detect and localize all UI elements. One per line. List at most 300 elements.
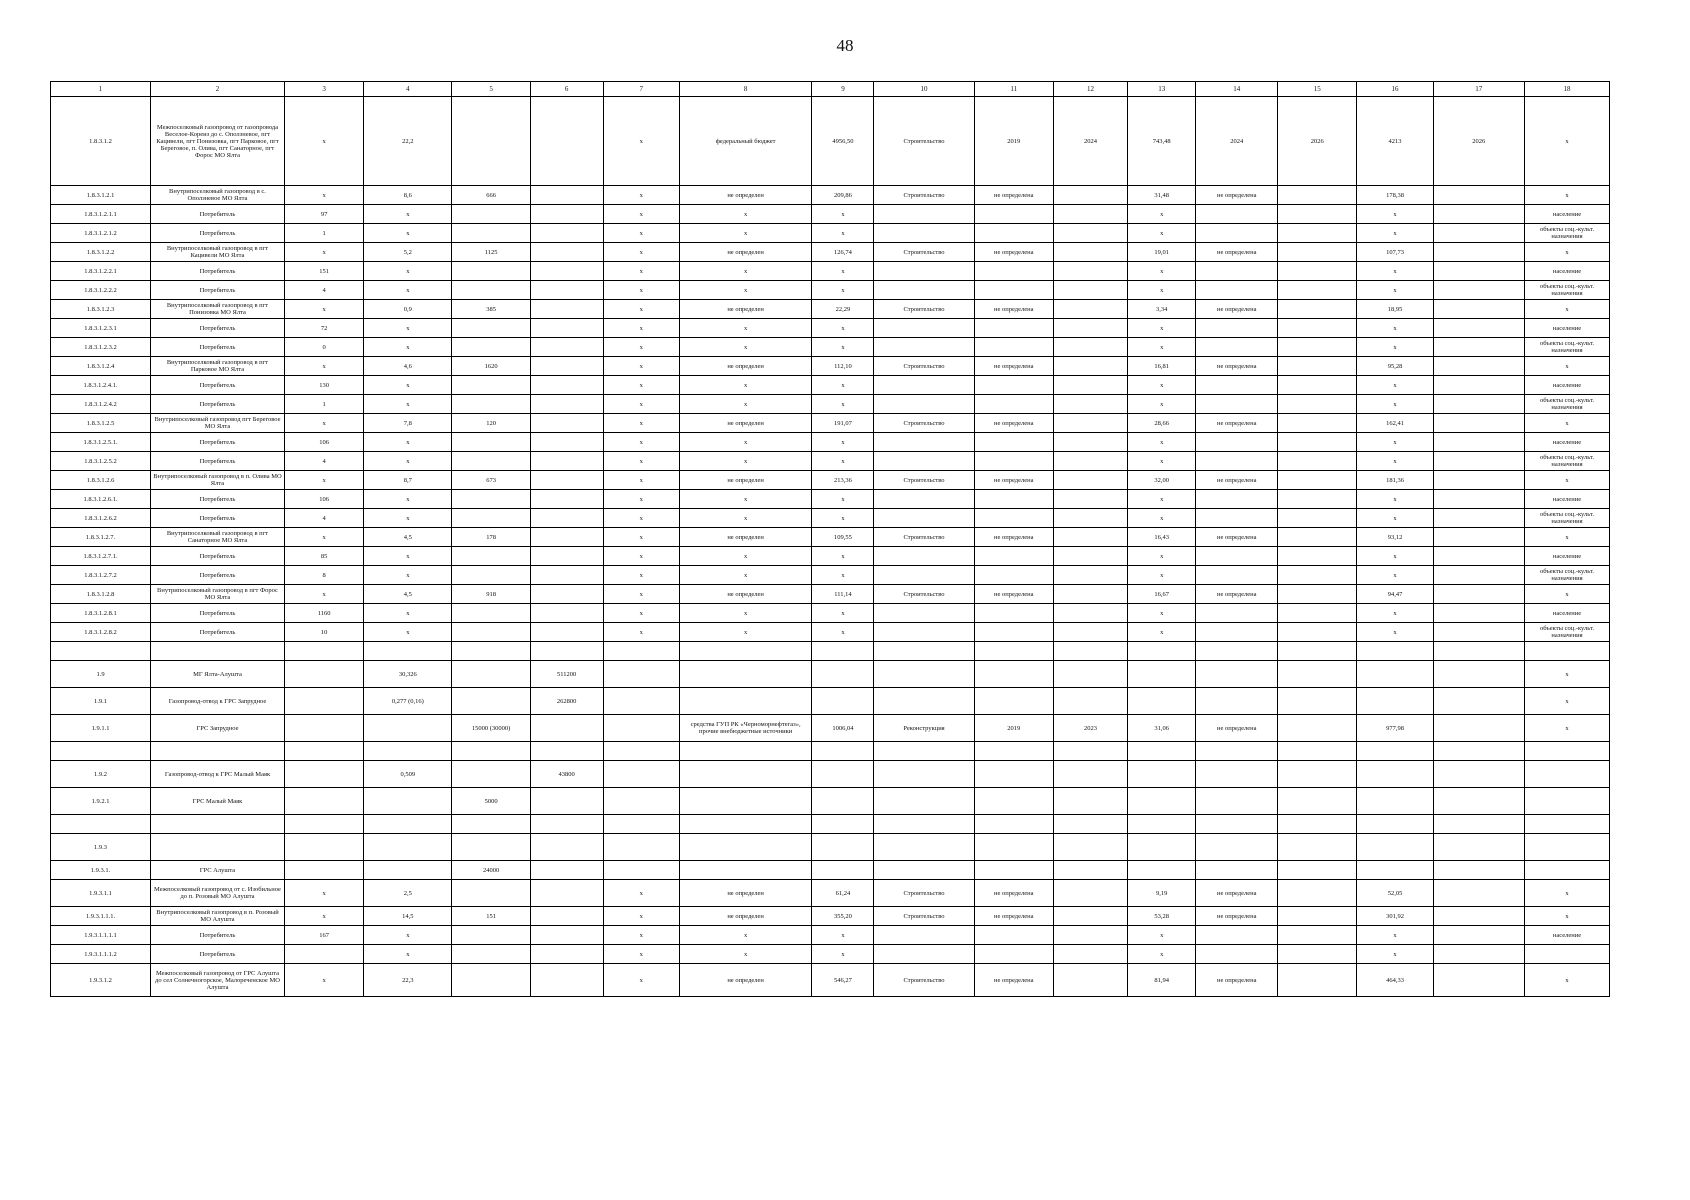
table-cell: 93,12 [1357,528,1433,547]
table-cell: х [679,395,812,414]
table-cell: х [364,281,452,300]
table-cell: не определена [1196,186,1278,205]
table-cell: Внутрипоселковый газопровод пгт Береговое МО Ялта [151,414,285,433]
table-row [51,319,1610,338]
table-cell [974,661,1053,688]
table-cell [151,815,285,834]
table-cell: х [812,281,874,300]
table-cell: 546,27 [812,964,874,997]
table-cell: 1.8.3.1.2.7.1. [51,547,151,566]
table-cell [530,566,603,585]
table-cell: х [812,604,874,623]
table-row [51,788,1610,815]
table-cell [1524,788,1609,815]
table-cell: х [364,945,452,964]
table-cell [679,815,812,834]
table-cell [530,376,603,395]
table-cell [1433,509,1524,528]
table-cell: 2019 [974,97,1053,186]
table-cell: 385 [452,300,530,319]
table-cell: х [364,262,452,281]
table-cell: х [679,262,812,281]
table-cell: х [1127,452,1196,471]
table-cell [364,861,452,880]
table-cell [1196,623,1278,642]
table-cell: 1620 [452,357,530,376]
table-cell: 666 [452,186,530,205]
table-cell [1433,262,1524,281]
table-cell [1053,357,1127,376]
table-cell [1357,761,1433,788]
table-cell: х [364,566,452,585]
table-cell [1433,357,1524,376]
table-cell [1196,788,1278,815]
table-cell [1053,926,1127,945]
table-cell: х [1127,926,1196,945]
table-cell [1196,547,1278,566]
table-cell: х [603,452,679,471]
table-cell [1196,815,1278,834]
table-cell: х [1357,604,1433,623]
table-cell [530,604,603,623]
table-cell: 0,277 (0,16) [364,688,452,715]
table-cell: 1.8.3.1.2.1 [51,186,151,205]
table-cell: не определен [679,243,812,262]
table-cell: не определен [679,414,812,433]
table-cell: х [364,623,452,642]
table-cell: х [603,395,679,414]
table-cell: 4,6 [364,357,452,376]
table-cell: х [1357,623,1433,642]
table-row [51,566,1610,585]
table-cell: х [812,490,874,509]
table-cell [364,742,452,761]
table-cell: х [812,395,874,414]
table-cell: х [1524,471,1609,490]
table-cell [1053,243,1127,262]
table-cell: х [1524,964,1609,997]
table-cell: Межпоселковый газопровод от газопровода Веселое-Кореиз до с. Оползневое, пгт Кацивели, пгт Понизовка, пгт Парковое, пгт Береговое, п. Олива, пгт Санаторное, пгт Форос МО Ялта [151,97,285,186]
table-cell [974,338,1053,357]
table-cell [530,547,603,566]
table-cell: х [1127,509,1196,528]
table-cell: х [603,97,679,186]
table-cell [1357,661,1433,688]
table-cell: х [1127,945,1196,964]
table-cell [974,861,1053,880]
table-cell: Строительство [874,300,974,319]
table-cell [452,761,530,788]
table-cell: 1.9.3.1. [51,861,151,880]
table-cell [874,433,974,452]
table-cell [1278,395,1357,414]
table-cell [874,262,974,281]
table-cell: 1.8.3.1.2.5.2 [51,452,151,471]
table-cell [1433,880,1524,907]
table-row [51,471,1610,490]
table-cell [874,319,974,338]
table-row [51,262,1610,281]
table-cell [1053,186,1127,205]
table-cell [1196,604,1278,623]
table-cell [874,788,974,815]
table-cell: х [603,528,679,547]
table-cell [530,224,603,243]
table-cell [530,433,603,452]
table-cell: 107,73 [1357,243,1433,262]
table-cell [603,788,679,815]
table-cell: 43800 [530,761,603,788]
column-number-cell: 6 [530,82,603,97]
table-cell: 31,48 [1127,186,1196,205]
table-cell [452,452,530,471]
table-cell [874,642,974,661]
table-cell: х [1357,945,1433,964]
table-cell: х [284,300,363,319]
table-cell: х [603,547,679,566]
table-cell [974,376,1053,395]
table-cell [1433,281,1524,300]
table-cell [1433,490,1524,509]
table-cell [974,262,1053,281]
table-cell: х [812,547,874,566]
table-cell: не определена [974,880,1053,907]
table-cell: Потребитель [151,338,285,357]
table-cell: не определена [974,471,1053,490]
table-cell: Строительство [874,243,974,262]
table-cell [812,834,874,861]
table-row [51,585,1610,604]
table-cell [1053,414,1127,433]
table-cell: 72 [284,319,363,338]
table-cell [51,642,151,661]
table-cell: х [603,300,679,319]
table-cell: х [603,964,679,997]
table-cell [974,604,1053,623]
table-cell [1053,964,1127,997]
table-cell: Потребитель [151,509,285,528]
table-cell: х [284,414,363,433]
table-cell [679,661,812,688]
table-cell [1524,642,1609,661]
table-cell: население [1524,490,1609,509]
table-cell [1053,642,1127,661]
table-cell: 94,47 [1357,585,1433,604]
table-row [51,357,1610,376]
table-cell [284,715,363,742]
table-cell: 1006,04 [812,715,874,742]
table-cell: 1.9.1 [51,688,151,715]
table-cell: объекты соц.-культ. назначения [1524,224,1609,243]
table-cell [1196,376,1278,395]
table-cell [1053,300,1127,319]
table-cell: х [603,604,679,623]
table-cell [1196,834,1278,861]
table-cell [1053,604,1127,623]
table-cell [530,642,603,661]
column-number-cell: 3 [284,82,363,97]
table-cell [1127,761,1196,788]
table-cell: х [812,452,874,471]
table-cell: 18,95 [1357,300,1433,319]
table-cell: Потребитель [151,926,285,945]
table-cell: х [1127,623,1196,642]
table-row [51,414,1610,433]
table-cell [1278,566,1357,585]
table-cell [1278,815,1357,834]
table-cell [679,742,812,761]
table-cell [364,788,452,815]
table-cell: х [284,907,363,926]
table-cell: х [284,186,363,205]
table-cell [1127,642,1196,661]
table-cell: х [679,452,812,471]
table-cell [1433,742,1524,761]
table-cell: 1.9.3.1.1.1.1 [51,926,151,945]
table-cell: х [812,623,874,642]
table-cell [530,471,603,490]
table-row [51,281,1610,300]
table-cell: х [364,205,452,224]
table-cell [1278,547,1357,566]
table-cell: Межпоселковый газопровод от с. Изобильное до п. Розовый МО Алушта [151,880,285,907]
table-cell: х [284,528,363,547]
table-cell: Потребитель [151,319,285,338]
table-cell [530,262,603,281]
table-cell [452,945,530,964]
table-cell: ГРС Алушта [151,861,285,880]
table-cell: х [364,433,452,452]
table-cell [1278,357,1357,376]
table-cell: 1.8.3.1.2.2.2 [51,281,151,300]
table-cell [874,376,974,395]
table-cell: х [812,224,874,243]
table-cell [1278,186,1357,205]
table-cell: х [812,566,874,585]
table-cell [284,661,363,688]
table-cell: население [1524,604,1609,623]
table-cell [1278,376,1357,395]
table-cell: 52,05 [1357,880,1433,907]
table-cell [364,834,452,861]
table-cell: 7,8 [364,414,452,433]
table-cell: Потребитель [151,205,285,224]
table-row [51,395,1610,414]
table-cell: 10 [284,623,363,642]
table-cell: х [1357,433,1433,452]
column-number-cell: 7 [603,82,679,97]
table-cell: х [603,338,679,357]
table-cell: Потребитель [151,281,285,300]
table-cell: х [679,433,812,452]
table-cell [874,604,974,623]
table-cell: не определена [974,186,1053,205]
table-cell [1278,433,1357,452]
table-cell: Потребитель [151,945,285,964]
table-cell [1127,815,1196,834]
table-row [51,945,1610,964]
table-cell: не определен [679,528,812,547]
table-cell [1053,880,1127,907]
table-cell: х [1357,547,1433,566]
table-cell [452,880,530,907]
table-cell [874,395,974,414]
table-cell: 209,86 [812,186,874,205]
table-cell: х [1127,224,1196,243]
table-cell: 14,5 [364,907,452,926]
table-cell [1278,585,1357,604]
table-cell [364,815,452,834]
table-cell: Строительство [874,880,974,907]
table-cell [1433,788,1524,815]
table-cell [874,338,974,357]
table-cell: х [603,566,679,585]
table-cell [530,490,603,509]
table-cell [530,585,603,604]
table-cell: х [812,338,874,357]
table-cell: не определена [1196,585,1278,604]
table-row [51,623,1610,642]
table-row [51,528,1610,547]
table-cell [452,642,530,661]
table-cell: 355,20 [812,907,874,926]
table-cell [603,834,679,861]
table-cell: 162,41 [1357,414,1433,433]
table-cell [1196,945,1278,964]
table-cell: х [1127,281,1196,300]
table-cell: х [364,926,452,945]
table-cell [1127,661,1196,688]
table-cell [679,788,812,815]
table-cell: 1.8.3.1.2.5 [51,414,151,433]
table-cell [452,433,530,452]
table-cell: 1.8.3.1.2.1.1 [51,205,151,224]
table-cell: 178,38 [1357,186,1433,205]
table-cell [364,715,452,742]
table-row [51,834,1610,861]
table-cell: не определен [679,964,812,997]
table-cell [452,623,530,642]
table-cell: Внутрипоселковый газопровод в пгт Парковое МО Ялта [151,357,285,376]
table-cell: не определена [974,964,1053,997]
table-cell [1278,452,1357,471]
table-cell [874,490,974,509]
table-cell [1053,471,1127,490]
table-cell: ГРС Запрудное [151,715,285,742]
table-cell: 8,7 [364,471,452,490]
table-cell [452,97,530,186]
table-cell: 1.8.3.1.2.8 [51,585,151,604]
table-cell: х [603,319,679,338]
table-cell [1278,761,1357,788]
table-cell [1433,300,1524,319]
column-number-row [51,82,1610,97]
table-cell [603,861,679,880]
table-cell [1196,205,1278,224]
table-cell: не определена [974,414,1053,433]
table-cell: х [1127,338,1196,357]
table-cell: 4 [284,281,363,300]
table-cell [452,205,530,224]
table-cell: х [679,205,812,224]
table-cell [151,642,285,661]
table-cell: х [679,945,812,964]
table-cell: 1.8.3.1.2.1.2 [51,224,151,243]
table-cell [1524,815,1609,834]
table-cell [1127,742,1196,761]
table-cell: х [1127,604,1196,623]
table-cell [874,926,974,945]
table-cell [1127,688,1196,715]
table-cell [1524,761,1609,788]
table-cell [452,964,530,997]
table-cell [1357,861,1433,880]
table-cell: 16,43 [1127,528,1196,547]
table-cell [284,815,363,834]
table-cell: 32,00 [1127,471,1196,490]
table-cell: 1.8.3.1.2.5.1. [51,433,151,452]
table-cell: х [1524,300,1609,319]
table-cell [452,566,530,585]
table-cell [874,547,974,566]
table-cell: х [1357,395,1433,414]
table-cell [1196,319,1278,338]
table-cell [1196,262,1278,281]
table-cell: х [284,585,363,604]
table-cell: 1 [284,224,363,243]
table-cell: население [1524,926,1609,945]
table-cell: Строительство [874,585,974,604]
table-cell: х [603,623,679,642]
table-cell: Внутрипоселковый газопровод в п. Олива МО Ялта [151,471,285,490]
table-cell: 1.8.3.1.2.8.2 [51,623,151,642]
table-cell [530,528,603,547]
table-cell [1053,528,1127,547]
table-cell: объекты соц.-культ. назначения [1524,509,1609,528]
table-cell [1196,338,1278,357]
table-cell: х [679,338,812,357]
table-cell [1433,623,1524,642]
table-cell [1278,715,1357,742]
table-cell [530,300,603,319]
table-cell: 1.8.3.1.2.3.1 [51,319,151,338]
table-cell: х [284,357,363,376]
table-cell [974,642,1053,661]
table-cell [1433,715,1524,742]
table-cell: 106 [284,433,363,452]
table-cell [974,319,1053,338]
table-cell: х [603,880,679,907]
table-cell: х [603,414,679,433]
table-cell [1524,861,1609,880]
table-cell [452,262,530,281]
table-cell [1278,490,1357,509]
table-cell: 1.8.3.1.2.3 [51,300,151,319]
table-cell [812,642,874,661]
table-cell [974,926,1053,945]
table-cell: Потребитель [151,604,285,623]
column-number-cell: 11 [974,82,1053,97]
table-cell [1278,262,1357,281]
table-cell: 743,48 [1127,97,1196,186]
table-cell: не определена [1196,357,1278,376]
column-number-cell: 18 [1524,82,1609,97]
table-cell [974,945,1053,964]
table-cell [1053,338,1127,357]
table-cell [1433,433,1524,452]
table-cell: 1.8.3.1.2.2 [51,243,151,262]
table-cell [1433,566,1524,585]
